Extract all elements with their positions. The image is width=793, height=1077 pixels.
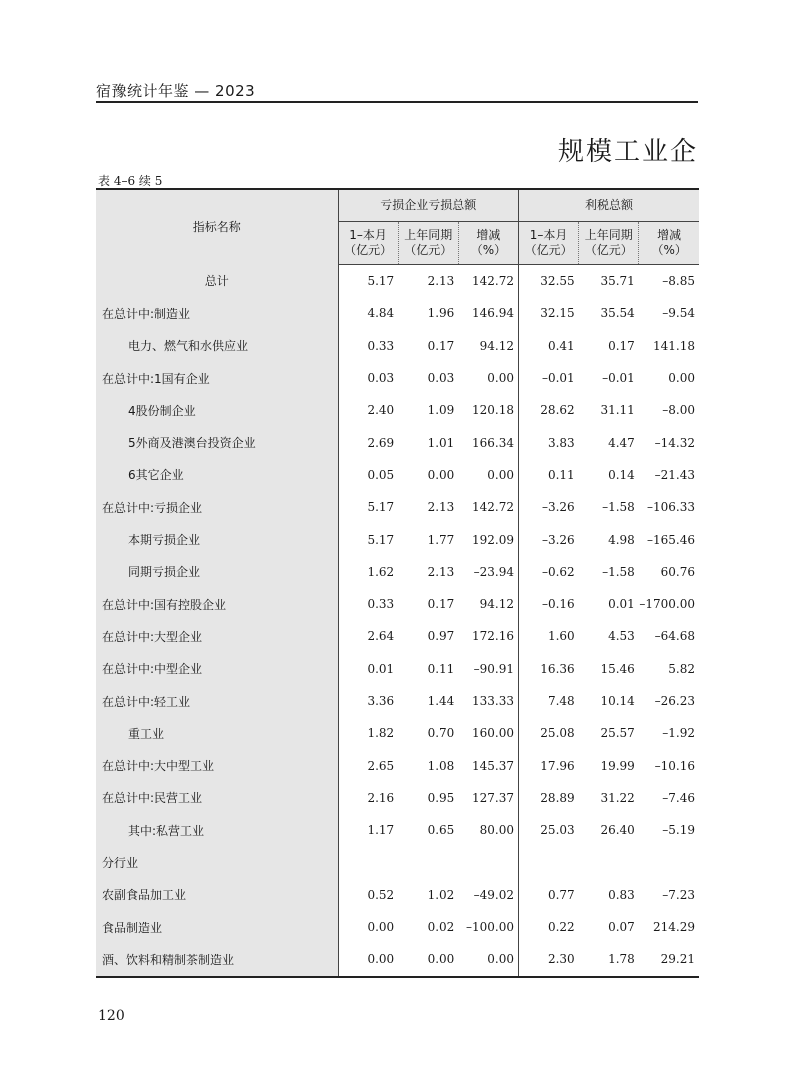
table-row bbox=[96, 588, 699, 620]
table-cell: 2.69 bbox=[367, 435, 395, 450]
table-cell: 0.02 bbox=[427, 920, 455, 935]
table-cell: 26.40 bbox=[600, 823, 635, 838]
table-cell: 120.18 bbox=[472, 403, 514, 418]
table-cell bbox=[579, 846, 639, 878]
table-cell: –23.94 bbox=[473, 564, 514, 579]
table-cell bbox=[639, 846, 699, 878]
subheader-profit-current: 1–本月 （亿元） bbox=[519, 222, 579, 265]
row-indicator-name: 在总计中:1国有企业 bbox=[96, 362, 338, 394]
subheader-loss-change: 增减 （%） bbox=[458, 222, 518, 265]
table-cell: 94.12 bbox=[479, 338, 514, 353]
table-cell: 0.52 bbox=[367, 887, 395, 902]
table-row bbox=[96, 523, 699, 555]
table-cell: 7.48 bbox=[519, 685, 579, 717]
table-cell: 29.21 bbox=[660, 952, 695, 967]
subheader-profit-last-year: 上年同期 （亿元） bbox=[579, 222, 639, 265]
table-cell bbox=[398, 846, 458, 878]
table-cell: –0.01 bbox=[602, 371, 635, 386]
table-cell: 0.00 bbox=[427, 952, 455, 967]
row-indicator-name: 在总计中:大型企业 bbox=[96, 620, 338, 652]
table-cell: 2.65 bbox=[367, 758, 395, 773]
table-cell: 0.00 bbox=[427, 467, 455, 482]
table-cell: 0.22 bbox=[519, 911, 579, 943]
table-row bbox=[96, 814, 699, 846]
table-row bbox=[96, 362, 699, 394]
table-cell: 35.71 bbox=[600, 274, 635, 289]
table-row bbox=[96, 491, 699, 523]
table-cell: 142.72 bbox=[472, 274, 514, 289]
table-cell: 0.00 bbox=[668, 371, 695, 386]
table-row bbox=[96, 846, 699, 878]
table-cell: –0.01 bbox=[519, 362, 579, 394]
table-cell: 214.29 bbox=[653, 920, 695, 935]
table-cell: –49.02 bbox=[473, 887, 514, 902]
table-cell: –100.00 bbox=[466, 920, 514, 935]
row-indicator-name: 食品制造业 bbox=[96, 911, 338, 943]
table-cell: 16.36 bbox=[519, 653, 579, 685]
table-cell: 1.44 bbox=[427, 694, 455, 708]
table-cell: –90.91 bbox=[473, 661, 514, 676]
subheader-loss-last-year: 上年同期 （亿元） bbox=[398, 222, 458, 265]
table-cell: 0.17 bbox=[608, 338, 635, 353]
table-cell: 0.01 bbox=[608, 597, 635, 612]
table-cell: 1.17 bbox=[367, 823, 395, 838]
table-row bbox=[96, 297, 699, 329]
table-cell: 28.89 bbox=[519, 782, 579, 814]
table-cell: 0.33 bbox=[367, 597, 395, 612]
table-cell: 32.55 bbox=[519, 265, 579, 298]
table-cell: 3.83 bbox=[519, 426, 579, 458]
table-cell: –8.85 bbox=[662, 274, 695, 289]
table-cell bbox=[458, 846, 518, 878]
table-cell: 1.62 bbox=[367, 564, 395, 579]
row-indicator-name: 在总计中:国有控股企业 bbox=[96, 588, 338, 620]
table-cell: 133.33 bbox=[472, 694, 514, 708]
table-cell: 4.84 bbox=[367, 306, 395, 321]
table-cell: 0.00 bbox=[367, 952, 395, 967]
table-cell: 2.13 bbox=[427, 500, 455, 515]
table-row bbox=[96, 749, 699, 781]
table-cell: 2.64 bbox=[367, 629, 395, 644]
row-indicator-name: 5外商及港澳台投资企业 bbox=[96, 426, 338, 458]
row-indicator-name: 同期亏损企业 bbox=[96, 556, 338, 588]
table-row bbox=[96, 426, 699, 458]
group-header-profit-tax: 利税总额 bbox=[519, 189, 700, 222]
table-cell: 1.01 bbox=[427, 435, 455, 450]
table-row bbox=[96, 879, 699, 911]
row-indicator-name: 在总计中:制造业 bbox=[96, 297, 338, 329]
table-cell: 19.99 bbox=[600, 758, 635, 773]
row-indicator-name: 4股份制企业 bbox=[96, 394, 338, 426]
table-cell: 0.83 bbox=[608, 887, 635, 902]
table-cell: 141.18 bbox=[653, 338, 695, 353]
table-row bbox=[96, 330, 699, 362]
table-row bbox=[96, 943, 699, 976]
indicator-name-header: 指标名称 bbox=[96, 189, 338, 265]
table-cell: 1.09 bbox=[427, 403, 455, 418]
table-cell: 160.00 bbox=[472, 726, 514, 741]
table-cell: 4.47 bbox=[608, 435, 635, 450]
table-cell: 0.11 bbox=[427, 661, 455, 676]
table-cell: –165.46 bbox=[647, 532, 695, 547]
table-cell: 0.03 bbox=[427, 371, 455, 386]
table-row bbox=[96, 685, 699, 717]
row-indicator-name: 农副食品加工业 bbox=[96, 879, 338, 911]
table-cell: 0.05 bbox=[367, 467, 395, 482]
table-cell: 1.78 bbox=[608, 952, 635, 967]
table-cell: 4.98 bbox=[608, 532, 635, 547]
table-cell: 192.09 bbox=[472, 532, 514, 547]
table-cell: –106.33 bbox=[647, 500, 695, 515]
table-cell: –0.62 bbox=[519, 556, 579, 588]
table-cell: 127.37 bbox=[472, 790, 514, 805]
subheader-loss-current: 1–本月 （亿元） bbox=[338, 222, 398, 265]
table-cell bbox=[519, 846, 579, 878]
table-cell: 17.96 bbox=[519, 749, 579, 781]
table-cell: 0.11 bbox=[519, 459, 579, 491]
table-cell: 5.17 bbox=[367, 532, 395, 547]
table-cell: 80.00 bbox=[479, 823, 514, 838]
header-rule bbox=[96, 101, 698, 103]
table-cell: 0.07 bbox=[608, 920, 635, 935]
table-cell: 1.82 bbox=[367, 726, 395, 741]
table-cell: –1700.00 bbox=[639, 597, 695, 612]
table-cell bbox=[338, 846, 398, 878]
table-cell: 15.46 bbox=[600, 661, 635, 676]
table-cell: 1.60 bbox=[519, 620, 579, 652]
table-cell: 1.77 bbox=[427, 532, 455, 547]
table-row bbox=[96, 782, 699, 814]
section-title: 规模工业企 bbox=[557, 137, 698, 167]
row-indicator-name: 在总计中:轻工业 bbox=[96, 685, 338, 717]
table-cell: 0.03 bbox=[367, 371, 395, 386]
table-row bbox=[96, 459, 699, 491]
row-indicator-name: 分行业 bbox=[96, 846, 338, 878]
table-cell: 0.00 bbox=[487, 467, 514, 482]
table-cell: –21.43 bbox=[654, 467, 695, 482]
table-cell: 5.82 bbox=[668, 661, 695, 676]
table-cell: 1.96 bbox=[427, 306, 455, 321]
table-cell: 0.97 bbox=[427, 629, 455, 644]
subheader-profit-change: 增减 （%） bbox=[639, 222, 699, 265]
table-cell: 5.17 bbox=[367, 274, 395, 289]
table-cell: 0.14 bbox=[608, 467, 635, 482]
table-cell: 0.17 bbox=[427, 597, 455, 612]
table-cell: 166.34 bbox=[472, 435, 514, 450]
row-indicator-name: 在总计中:中型企业 bbox=[96, 653, 338, 685]
table-cell: 2.40 bbox=[367, 403, 395, 418]
table-cell: –0.16 bbox=[519, 588, 579, 620]
row-indicator-name: 6其它企业 bbox=[96, 459, 338, 491]
row-indicator-name: 电力、燃气和水供应业 bbox=[96, 330, 338, 362]
table-cell: 0.01 bbox=[367, 661, 395, 676]
table-cell: 94.12 bbox=[479, 597, 514, 612]
table-cell: 0.41 bbox=[519, 330, 579, 362]
table-cell: 142.72 bbox=[472, 500, 514, 515]
table-cell: 0.33 bbox=[367, 338, 395, 353]
running-title: 宿豫统计年鉴 — 2023 bbox=[96, 82, 256, 100]
table-row bbox=[96, 653, 699, 685]
table-cell: 28.62 bbox=[519, 394, 579, 426]
row-indicator-name: 在总计中:亏损企业 bbox=[96, 491, 338, 523]
table-row bbox=[96, 911, 699, 943]
table-cell: 35.54 bbox=[600, 306, 635, 321]
table-caption: 表 4–6 续 5 bbox=[98, 174, 163, 188]
table-cell: 0.65 bbox=[427, 823, 455, 838]
table-cell: 145.37 bbox=[472, 758, 514, 773]
table-cell: –14.32 bbox=[654, 435, 695, 450]
table-row bbox=[96, 265, 699, 298]
table-cell: 31.22 bbox=[600, 790, 635, 805]
table-cell: –9.54 bbox=[662, 306, 695, 321]
row-indicator-name: 重工业 bbox=[96, 717, 338, 749]
statistics-table bbox=[96, 188, 699, 978]
table-body bbox=[96, 265, 699, 977]
table-cell: 3.36 bbox=[367, 694, 395, 708]
table-cell: 10.14 bbox=[600, 694, 635, 708]
row-indicator-name: 本期亏损企业 bbox=[96, 523, 338, 555]
table-cell: 146.94 bbox=[472, 306, 514, 321]
table-cell: 1.02 bbox=[427, 887, 455, 902]
table-row bbox=[96, 620, 699, 652]
row-indicator-name: 酒、饮料和精制茶制造业 bbox=[96, 943, 338, 976]
row-indicator-name: 其中:私营工业 bbox=[96, 814, 338, 846]
table-cell: 0.70 bbox=[427, 726, 455, 741]
table-cell: –7.23 bbox=[662, 887, 695, 902]
table-cell: –1.92 bbox=[662, 726, 695, 741]
table-cell: –5.19 bbox=[662, 823, 695, 838]
table-cell: –7.46 bbox=[662, 790, 695, 805]
table-cell: –3.26 bbox=[519, 491, 579, 523]
row-indicator-name: 在总计中:大中型工业 bbox=[96, 749, 338, 781]
table-cell: 5.17 bbox=[367, 500, 395, 515]
table-cell: –26.23 bbox=[654, 694, 695, 708]
table-row bbox=[96, 394, 699, 426]
table-cell: 0.00 bbox=[487, 952, 514, 967]
table-cell: 31.11 bbox=[600, 403, 635, 418]
table-cell: –10.16 bbox=[654, 758, 695, 773]
row-indicator-name: 总计 bbox=[96, 265, 338, 298]
table-cell: 0.00 bbox=[487, 371, 514, 386]
table-cell: 2.30 bbox=[519, 943, 579, 976]
table-cell: 0.17 bbox=[427, 338, 455, 353]
table-cell: 25.57 bbox=[600, 726, 635, 741]
table-cell: 0.00 bbox=[367, 920, 395, 935]
table-cell: 0.77 bbox=[519, 879, 579, 911]
table-cell: –64.68 bbox=[654, 629, 695, 644]
table-cell: 2.13 bbox=[427, 274, 455, 289]
table-row bbox=[96, 556, 699, 588]
table-cell: 2.16 bbox=[367, 790, 395, 805]
table-cell: 60.76 bbox=[660, 564, 695, 579]
table-cell: –8.00 bbox=[662, 403, 695, 418]
table-cell: 4.53 bbox=[608, 629, 635, 644]
table-cell: 32.15 bbox=[519, 297, 579, 329]
group-header-loss-amount: 亏损企业亏损总额 bbox=[338, 189, 519, 222]
page-number: 120 bbox=[98, 1008, 125, 1024]
table-cell: –3.26 bbox=[519, 523, 579, 555]
table-cell: 2.13 bbox=[427, 564, 455, 579]
table-cell: –1.58 bbox=[602, 564, 635, 579]
table-cell: –1.58 bbox=[602, 500, 635, 515]
table-row bbox=[96, 717, 699, 749]
table-cell: 1.08 bbox=[427, 758, 455, 773]
table-cell: 25.03 bbox=[519, 814, 579, 846]
table-cell: 172.16 bbox=[472, 629, 514, 644]
table-cell: 0.95 bbox=[427, 790, 455, 805]
table-cell: 25.08 bbox=[519, 717, 579, 749]
row-indicator-name: 在总计中:民营工业 bbox=[96, 782, 338, 814]
